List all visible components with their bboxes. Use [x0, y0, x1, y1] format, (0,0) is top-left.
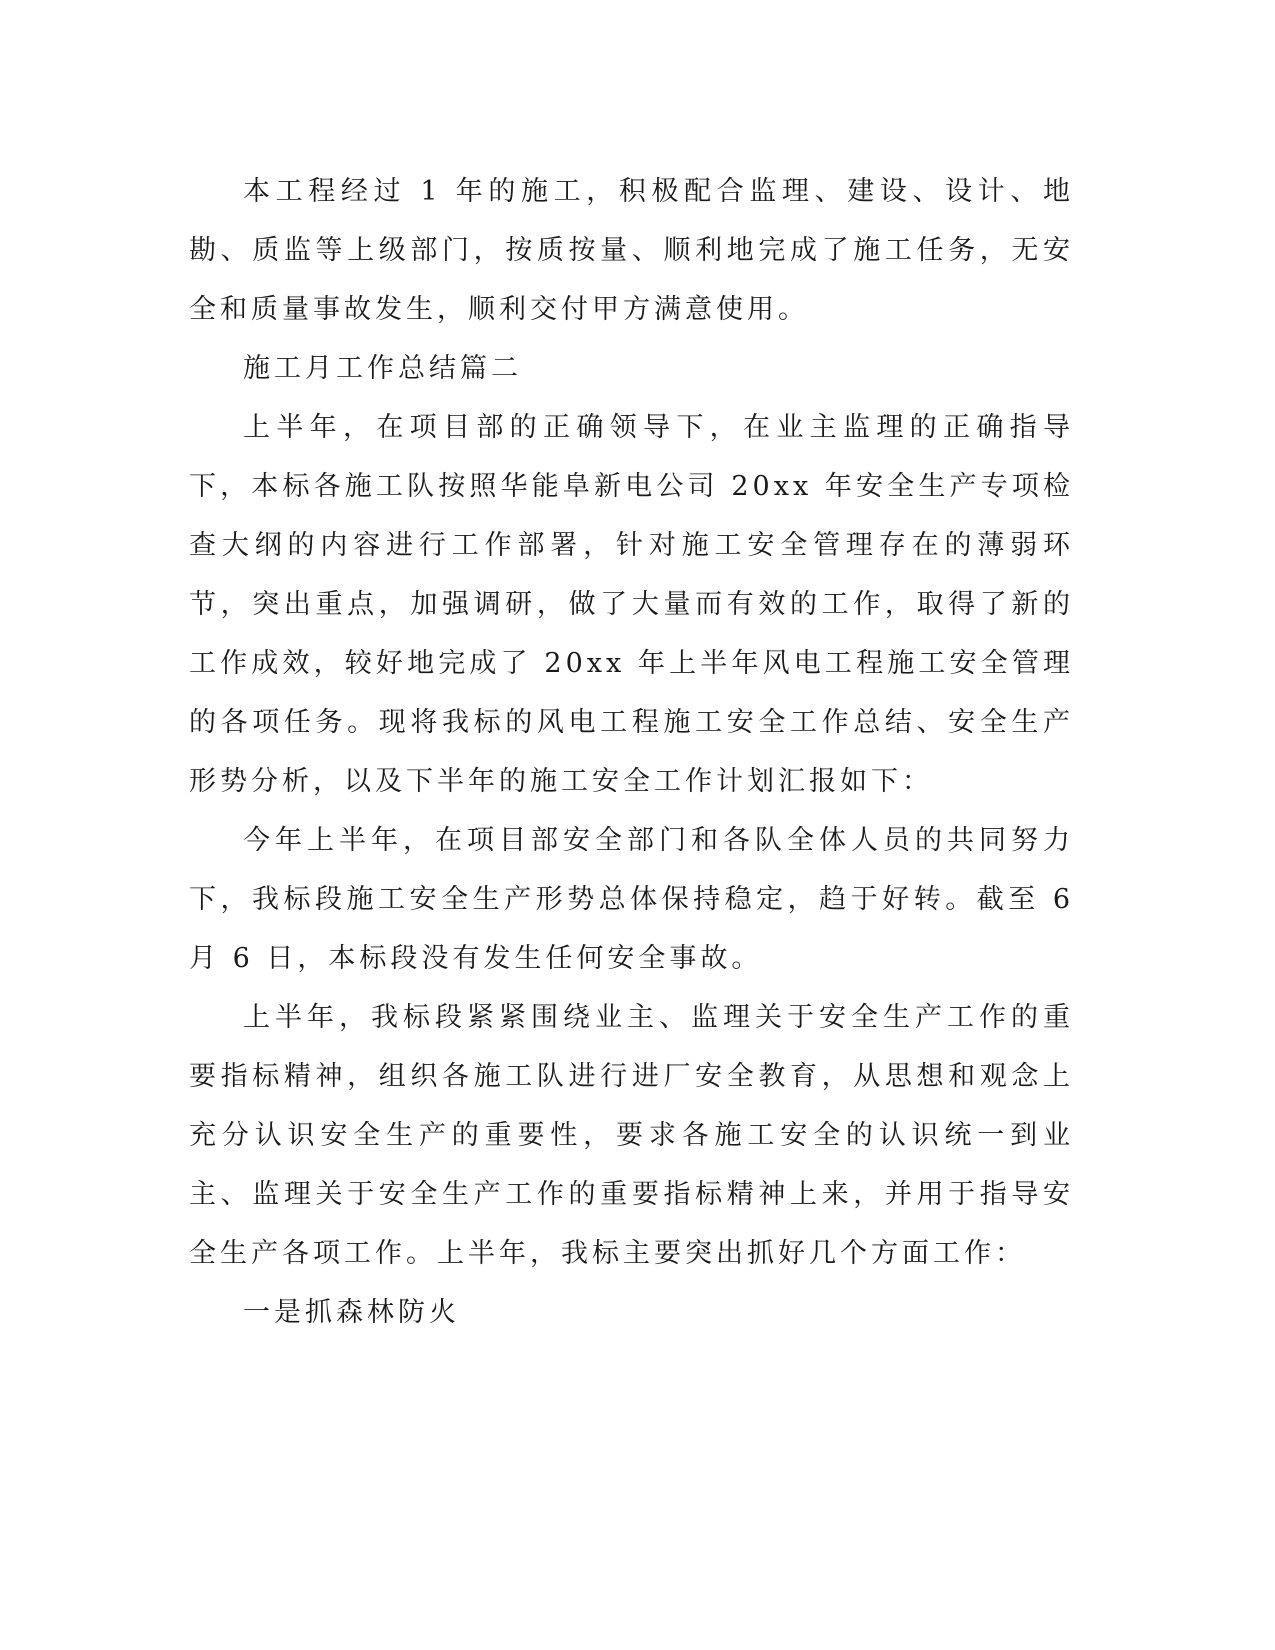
paragraph-safety-status: 今年上半年，在项目部安全部门和各队全体人员的共同努力下，我标段施工安全生产形势总体保持稳定，趋于好转。截至 6 月 6 日，本标段没有发生任何安全事故。	[189, 825, 1074, 974]
paragraph-forest-fire: 一是抓森林防火	[243, 1297, 460, 1328]
section-heading: 施工月工作总结篇二	[243, 353, 522, 384]
paragraph-project-summary: 本工程经过 1 年的施工，积极配合监理、建设、设计、地勘、质监等上级部门，按质按量、顺利地完成了施工任务，无安全和质量事故发生，顺利交付甲方满意使用。	[189, 176, 1074, 325]
paragraph-safety-work: 上半年，我标段紧紧围绕业主、监理关于安全生产工作的重要指标精神，组织各施工队进行进厂安全教育，从思想和观念上充分认识安全生产的重要性，要求各施工安全的认识统一到业主、监理关于安全生产工作的重要指标精神上来，并用于指导安全生产各项工作。上半年，我标主要突出抓好几个方面工作：	[189, 1002, 1074, 1269]
paragraph-intro: 上半年，在项目部的正确领导下，在业主监理的正确指导下，本标各施工队按照华能阜新电公司 20xx 年安全生产专项检查大纲的内容进行工作部署，针对施工安全管理存在的薄弱环节，突出重点，加强调研，做了大量而有效的工作，取得了新的工作成效，较好地完成了 20xx 年上半年风电工程施工安全管理的各项任务。现将我标的风电工程施工安全工作总结、安全生产形势分析，以及下半年的施工安全工作计划汇报如下：	[189, 412, 1074, 797]
document-body	[189, 162, 1074, 1342]
